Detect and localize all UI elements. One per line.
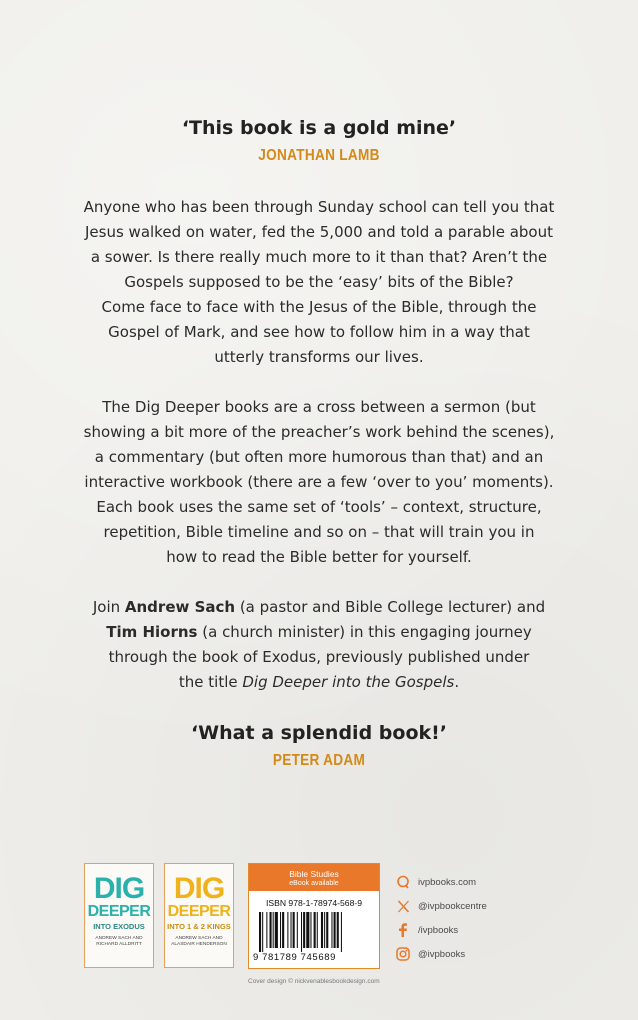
barcode-bar	[270, 912, 272, 948]
text-line	[40, 670, 598, 695]
isbn-number: ISBN 978-1-78974-568-9	[265, 898, 363, 908]
barcode-bar	[331, 912, 332, 948]
barcode-digits: 9 781789 745689	[253, 952, 336, 963]
barcode-bar	[301, 912, 302, 952]
book-dig: DIG	[173, 872, 225, 905]
text-span: Join	[92, 598, 125, 616]
barcode-bar	[282, 912, 284, 948]
book-cover-exodus	[84, 863, 154, 968]
cover-design-credit: Cover design © nickvenablesbookdesign.com	[248, 978, 380, 985]
barcode-bar	[291, 912, 292, 948]
text-line: Anyone who has been through Sunday school can tell you that	[83, 198, 555, 216]
text-line: interactive workbook (there are a few ‘over to you’ moments).	[84, 473, 554, 491]
text-line: repetition, Bible timeline and so on – that will train you in	[103, 523, 535, 541]
barcode-bar	[297, 912, 298, 948]
social-label: /ivpbooks	[418, 924, 459, 936]
barcode-bar	[310, 912, 311, 948]
x-icon	[395, 898, 411, 914]
social-label: ivpbooks.com	[418, 876, 477, 888]
book-deeper: DEEPER	[167, 903, 231, 920]
barcode-bar	[275, 912, 278, 948]
blurb-paragraph-2	[40, 395, 598, 570]
barcode-bar	[293, 912, 295, 948]
book-subtitle: INTO EXODUS	[93, 922, 145, 931]
barcode-bar	[337, 912, 339, 948]
text-span: .	[454, 673, 460, 691]
book-cover-kings	[164, 863, 234, 968]
barcode-bar	[280, 912, 281, 948]
barcode-bar	[314, 912, 316, 948]
barcode-bar	[341, 912, 342, 952]
barcode-bar	[303, 912, 305, 948]
ebook-label: eBook available	[289, 880, 339, 887]
barcode-bar	[262, 912, 263, 952]
text-line: how to read the Bible better for yourself.	[166, 548, 472, 566]
text-line: The Dig Deeper books are a cross between a sermon (but	[102, 398, 536, 416]
text-line: Jesus walked on water, fed the 5,000 and told a parable about	[85, 223, 553, 241]
text-line: Gospel of Mark, and see how to follow him in a way that	[108, 323, 530, 341]
barcode-bar	[273, 912, 274, 948]
facebook-icon	[395, 922, 411, 938]
author-name: Andrew Sach	[124, 598, 236, 616]
text-line: a sower. Is there really much more to it than that? Aren’t the	[90, 248, 548, 266]
text-line: showing a bit more of the preacher’s work behind the scenes),	[83, 423, 555, 441]
book-subtitle: INTO 1 & 2 KINGS	[167, 922, 231, 931]
barcode-bar	[259, 912, 261, 952]
previous-title: Dig Deeper into the Gospels	[242, 673, 455, 691]
social-x[interactable]	[395, 898, 487, 914]
text-span: the title	[178, 673, 243, 691]
text-span: (a pastor and Bible College lecturer) and	[235, 598, 546, 616]
author-name: Tim Hiorns	[106, 623, 198, 641]
bottom-quote-attribution: PETER ADAM	[272, 752, 366, 769]
text-line: Each book uses the same set of ‘tools’ – context, structure,	[96, 498, 542, 516]
blurb-paragraph-3	[40, 595, 598, 695]
barcode-bar	[287, 912, 288, 948]
isbn-panel	[248, 863, 380, 969]
book-authors: ANDREW SACH AND ALASDAIR HENDERSON	[171, 936, 227, 947]
text-span: (a church minister) in this engaging journey	[197, 623, 532, 641]
category-banner	[249, 864, 379, 891]
text-line: a commentary (but often more humorous than that) and an	[94, 448, 544, 466]
book-authors: ANDREW SACH AND RICHARD ALLDRITT	[95, 936, 143, 947]
search-icon	[395, 874, 411, 890]
barcode-bar	[326, 912, 328, 948]
bottom-quote: ‘What a splendid book!’	[190, 722, 448, 744]
social-facebook[interactable]	[395, 922, 458, 938]
barcode-bar	[306, 912, 309, 948]
text-line	[40, 595, 598, 620]
social-label: @ivpbooks	[418, 948, 466, 960]
barcode	[259, 912, 371, 952]
instagram-icon	[395, 946, 411, 962]
top-quote: ‘This book is a gold mine’	[181, 117, 457, 139]
text-line: utterly transforms our lives.	[214, 348, 424, 366]
social-instagram[interactable]	[395, 946, 465, 962]
social-website[interactable]	[395, 874, 476, 890]
barcode-bar	[317, 912, 318, 948]
barcode-bar	[334, 912, 336, 948]
book-deeper: DEEPER	[87, 903, 151, 920]
blurb-paragraph-1	[40, 195, 598, 370]
text-line	[40, 620, 598, 645]
barcode-bar	[266, 912, 267, 948]
barcode-bar	[324, 912, 325, 948]
top-quote-attribution: JONATHAN LAMB	[258, 147, 380, 164]
book-dig: DIG	[93, 872, 145, 905]
social-label: @ivpbookcentre	[418, 900, 487, 912]
text-line: Gospels supposed to be the ‘easy’ bits of the Bible?	[124, 273, 514, 291]
text-line: through the book of Exodus, previously published under	[108, 648, 530, 666]
text-line: Come face to face with the Jesus of the Bible, through the	[101, 298, 537, 316]
category-label: Bible Studies	[289, 869, 339, 879]
barcode-bar	[321, 912, 323, 948]
